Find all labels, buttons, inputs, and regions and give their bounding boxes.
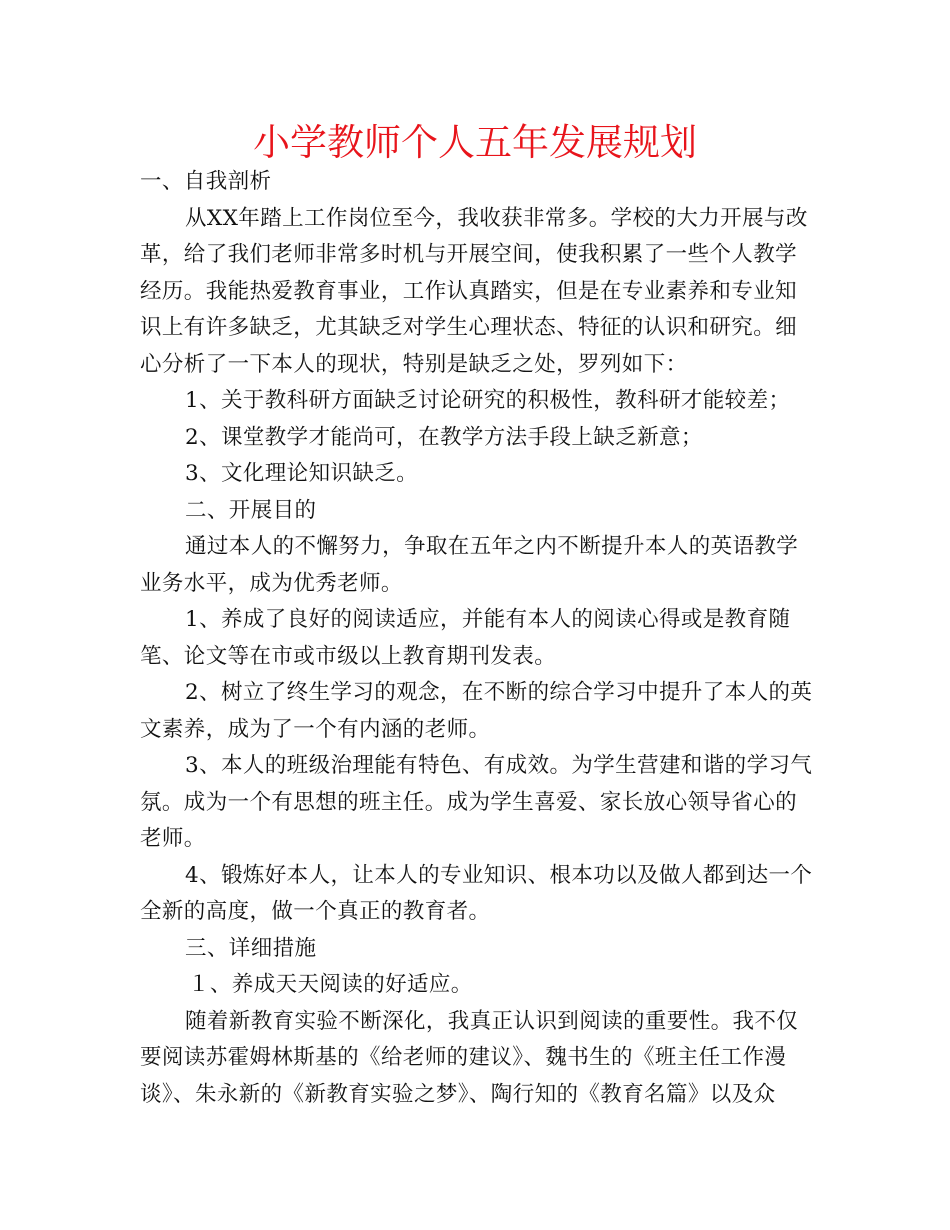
document-body [140,164,815,1113]
paragraph: 从XX年踏上工作岗位至今，我收获非常多。学校的大力开展与改革，给了我们老师非常多时机与开展空间，使我积累了一些个人教学经历。我能热爱教育事业，工作认真踏实，但是在专业素养和专业知识上有许多缺乏，尤其缺乏对学生心理状态、特征的认识和研究。细心分析了一下本人的现状，特别是缺乏之处，罗列如下： [140,205,808,377]
section-heading-goals: 二、开展目的 [185,497,317,523]
list-item: 2、课堂教学才能尚可，在教学方法手段上缺乏新意； [185,424,703,450]
list-item: 3、本人的班级治理能有特色、有成效。为学生营建和谐的学习气氛。成为一个有思想的班主任。成为学生喜爱、家长放心领导省心的老师。 [140,753,813,851]
list-item: 2、树立了终生学习的观念，在不断的综合学习中提升了本人的英文素养，成为了一个有内涵的老师。 [140,680,813,742]
document-title: 小学教师个人五年发展规划 [253,121,697,164]
list-item: １、养成天天阅读的好适应。 [188,972,473,997]
section-heading-self-analysis: 一、自我剖析 [140,169,272,194]
section-heading-measures: 三、详细措施 [185,935,317,961]
paragraph: 随着新教育实验不断深化，我真正认识到阅读的重要性。我不仅要阅读苏霍姆林斯基的《给老师的建议》、魏书生的《班主任工作漫谈》、朱永新的《新教育实验之梦》、陶行知的《教育名篇》以及众 [140,1008,799,1107]
list-item: 4、锻炼好本人，让本人的专业知识、根本功以及做人都到达一个全新的高度，做一个真正的教育者。 [140,862,813,924]
list-item: 1、关于教科研方面缺乏讨论研究的积极性，教科研才能较差； [185,388,791,413]
paragraph: 通过本人的不懈努力，争取在五年之内不断提升本人的英语教学业务水平，成为优秀老师。 [140,534,799,596]
list-item: 3、文化理论知识缺乏。 [185,461,419,486]
list-item: 1、养成了良好的阅读适应，并能有本人的阅读心得或是教育随笔、论文等在市或市级以上教育期刊发表。 [140,607,791,669]
